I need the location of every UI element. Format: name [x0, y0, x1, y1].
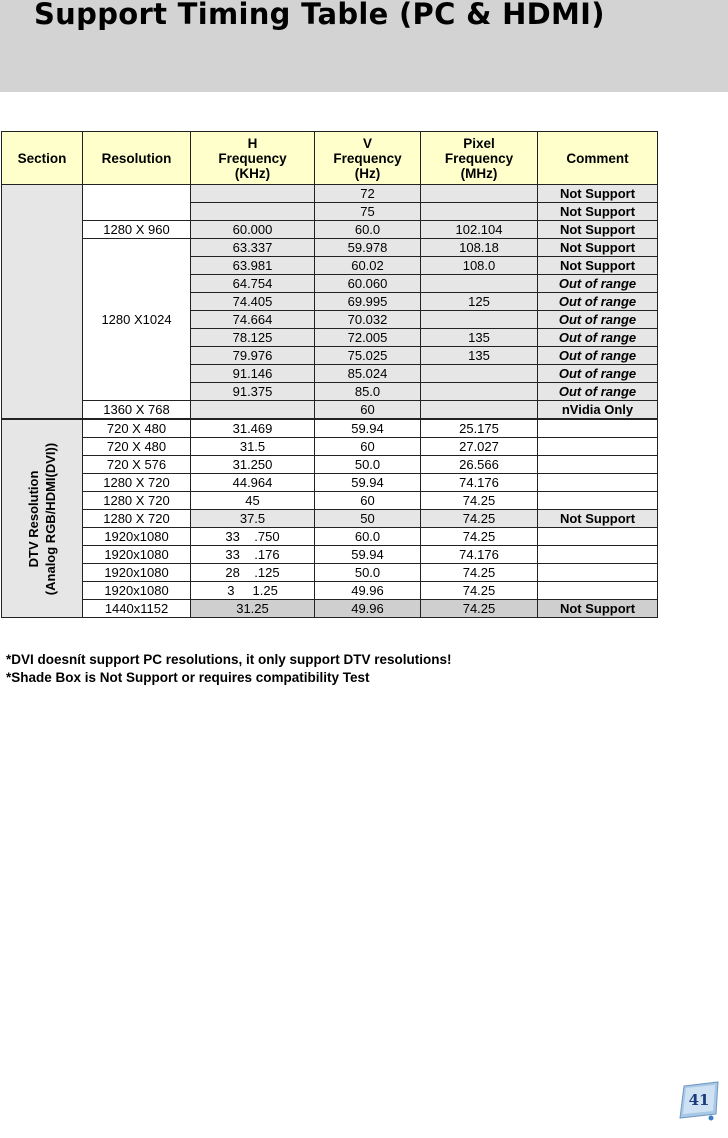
- v-frequency-cell: 60.0: [315, 528, 421, 546]
- table-row: [2, 239, 658, 257]
- resolution-cell: 720 X 480: [83, 419, 191, 438]
- comment-cell: Not Support: [538, 185, 658, 203]
- comment-cell: nVidia Only: [538, 401, 658, 420]
- v-frequency-cell: 60.02: [315, 257, 421, 275]
- comment-cell: Not Support: [538, 600, 658, 618]
- comment-cell: [538, 546, 658, 564]
- comment-cell: [538, 438, 658, 456]
- pixel-frequency-cell: 74.25: [421, 564, 538, 582]
- v-frequency-cell: 72.005: [315, 329, 421, 347]
- v-frequency-cell: 75: [315, 203, 421, 221]
- pixel-frequency-cell: 74.25: [421, 582, 538, 600]
- h-frequency-cell: 45: [191, 492, 315, 510]
- comment-cell: Out of range: [538, 347, 658, 365]
- v-frequency-cell: 49.96: [315, 600, 421, 618]
- table-row: [2, 401, 658, 420]
- header-resolution: Resolution: [83, 132, 191, 185]
- table-row: [2, 600, 658, 618]
- h-frequency-cell: [191, 185, 315, 203]
- comment-cell: Out of range: [538, 275, 658, 293]
- pixel-frequency-cell: [421, 383, 538, 401]
- comment-cell: Out of range: [538, 365, 658, 383]
- h-frequency-cell: 3 1.25: [191, 582, 315, 600]
- resolution-cell: 1280 X 960: [83, 221, 191, 239]
- table-row: [2, 546, 658, 564]
- comment-cell: Not Support: [538, 221, 658, 239]
- comment-cell: Out of range: [538, 329, 658, 347]
- resolution-cell: 1920x1080: [83, 582, 191, 600]
- dtv-section-label-line1: DTV Resolution: [26, 470, 41, 567]
- v-frequency-cell: 50: [315, 510, 421, 528]
- resolution-cell: 1280 X 720: [83, 510, 191, 528]
- resolution-cell: [83, 185, 191, 221]
- table-row: [2, 419, 658, 438]
- comment-cell: [538, 456, 658, 474]
- footnote-dvi: *DVI doesnít support PC resolutions, it only support DTV resolutions!: [6, 652, 452, 667]
- pixel-frequency-cell: 125: [421, 293, 538, 311]
- h-frequency-cell: 37.5: [191, 510, 315, 528]
- comment-cell: [538, 528, 658, 546]
- pixel-frequency-cell: [421, 185, 538, 203]
- h-frequency-cell: 33 .750: [191, 528, 315, 546]
- pixel-frequency-cell: [421, 203, 538, 221]
- v-frequency-cell: 69.995: [315, 293, 421, 311]
- h-frequency-cell: [191, 401, 315, 420]
- footnotes: [6, 651, 452, 687]
- pixel-frequency-cell: 74.176: [421, 474, 538, 492]
- pixel-frequency-cell: [421, 401, 538, 420]
- comment-cell: [538, 564, 658, 582]
- v-frequency-cell: 60: [315, 438, 421, 456]
- pixel-frequency-cell: [421, 275, 538, 293]
- resolution-cell: 1360 X 768: [83, 401, 191, 420]
- h-frequency-cell: 63.981: [191, 257, 315, 275]
- comment-cell: Not Support: [538, 510, 658, 528]
- h-frequency-cell: 63.337: [191, 239, 315, 257]
- pixel-frequency-cell: 74.25: [421, 528, 538, 546]
- pixel-frequency-cell: 135: [421, 347, 538, 365]
- h-frequency-cell: 78.125: [191, 329, 315, 347]
- h-frequency-cell: [191, 203, 315, 221]
- comment-cell: [538, 419, 658, 438]
- footnote-shade-box: *Shade Box is Not Support or requires compatibility Test: [6, 670, 370, 685]
- v-frequency-cell: 60.060: [315, 275, 421, 293]
- dtv-section-label: [25, 442, 59, 594]
- v-frequency-cell: 59.94: [315, 474, 421, 492]
- header-section: Section: [2, 132, 83, 185]
- page-title: Support Timing Table (PC & HDMI): [34, 0, 605, 31]
- comment-cell: Not Support: [538, 203, 658, 221]
- h-frequency-cell: 74.664: [191, 311, 315, 329]
- v-frequency-cell: 72: [315, 185, 421, 203]
- v-frequency-cell: 60: [315, 492, 421, 510]
- pixel-frequency-cell: 74.25: [421, 600, 538, 618]
- resolution-cell: 1920x1080: [83, 564, 191, 582]
- v-frequency-cell: 59.978: [315, 239, 421, 257]
- pixel-frequency-cell: 27.027: [421, 438, 538, 456]
- resolution-cell: 1280 X 720: [83, 492, 191, 510]
- table-row: [2, 456, 658, 474]
- pixel-frequency-cell: 108.18: [421, 239, 538, 257]
- h-frequency-cell: 31.250: [191, 456, 315, 474]
- pixel-frequency-cell: 74.25: [421, 492, 538, 510]
- pixel-frequency-cell: 135: [421, 329, 538, 347]
- header-v-frequency: V Frequency (Hz): [315, 132, 421, 185]
- table-row: [2, 582, 658, 600]
- resolution-cell: 720 X 576: [83, 456, 191, 474]
- h-frequency-cell: 79.976: [191, 347, 315, 365]
- section-cell-pc: [2, 185, 83, 420]
- h-frequency-cell: 74.405: [191, 293, 315, 311]
- h-frequency-cell: 31.25: [191, 600, 315, 618]
- v-frequency-cell: 85.0: [315, 383, 421, 401]
- pixel-frequency-cell: 26.566: [421, 456, 538, 474]
- table-row: [2, 474, 658, 492]
- comment-cell: [538, 492, 658, 510]
- table-row: [2, 492, 658, 510]
- v-frequency-cell: 59.94: [315, 546, 421, 564]
- table-row: [2, 528, 658, 546]
- page-number: 41: [688, 1091, 710, 1109]
- resolution-cell: 1440x1152: [83, 600, 191, 618]
- resolution-cell: 1280 X 720: [83, 474, 191, 492]
- v-frequency-cell: 49.96: [315, 582, 421, 600]
- comment-cell: Not Support: [538, 239, 658, 257]
- h-frequency-cell: 33 .176: [191, 546, 315, 564]
- h-frequency-cell: 31.5: [191, 438, 315, 456]
- dtv-section-label-line2: (Analog RGB/HDMI(DVI)): [43, 442, 58, 595]
- table-row: [2, 510, 658, 528]
- resolution-cell: 1280 X1024: [83, 239, 191, 401]
- comment-cell: [538, 474, 658, 492]
- v-frequency-cell: 70.032: [315, 311, 421, 329]
- pixel-frequency-cell: [421, 311, 538, 329]
- h-frequency-cell: 44.964: [191, 474, 315, 492]
- comment-cell: [538, 582, 658, 600]
- pixel-frequency-cell: [421, 365, 538, 383]
- v-frequency-cell: 50.0: [315, 456, 421, 474]
- pixel-frequency-cell: 74.176: [421, 546, 538, 564]
- h-frequency-cell: 64.754: [191, 275, 315, 293]
- section-cell-dtv: [2, 419, 83, 618]
- v-frequency-cell: 60: [315, 401, 421, 420]
- comment-cell: Out of range: [538, 311, 658, 329]
- comment-cell: Out of range: [538, 293, 658, 311]
- table-row: [2, 221, 658, 239]
- v-frequency-cell: 60.0: [315, 221, 421, 239]
- header-pixel-frequency: Pixel Frequency (MHz): [421, 132, 538, 185]
- pixel-frequency-cell: 108.0: [421, 257, 538, 275]
- v-frequency-cell: 75.025: [315, 347, 421, 365]
- table-row: [2, 438, 658, 456]
- comment-cell: Not Support: [538, 257, 658, 275]
- pixel-frequency-cell: 102.104: [421, 221, 538, 239]
- page-number-badge: [678, 1078, 720, 1122]
- h-frequency-cell: 28 .125: [191, 564, 315, 582]
- h-frequency-cell: 91.146: [191, 365, 315, 383]
- v-frequency-cell: 50.0: [315, 564, 421, 582]
- resolution-cell: 1920x1080: [83, 546, 191, 564]
- resolution-cell: 1920x1080: [83, 528, 191, 546]
- table-row: [2, 564, 658, 582]
- v-frequency-cell: 59.94: [315, 419, 421, 438]
- table-header-row: [2, 132, 658, 185]
- comment-cell: Out of range: [538, 383, 658, 401]
- h-frequency-cell: 60.000: [191, 221, 315, 239]
- header-comment: Comment: [538, 132, 658, 185]
- pixel-frequency-cell: 25.175: [421, 419, 538, 438]
- table-row: [2, 185, 658, 203]
- h-frequency-cell: 31.469: [191, 419, 315, 438]
- pixel-frequency-cell: 74.25: [421, 510, 538, 528]
- header-h-frequency: H Frequency (KHz): [191, 132, 315, 185]
- resolution-cell: 720 X 480: [83, 438, 191, 456]
- v-frequency-cell: 85.024: [315, 365, 421, 383]
- support-timing-table: [1, 131, 658, 618]
- h-frequency-cell: 91.375: [191, 383, 315, 401]
